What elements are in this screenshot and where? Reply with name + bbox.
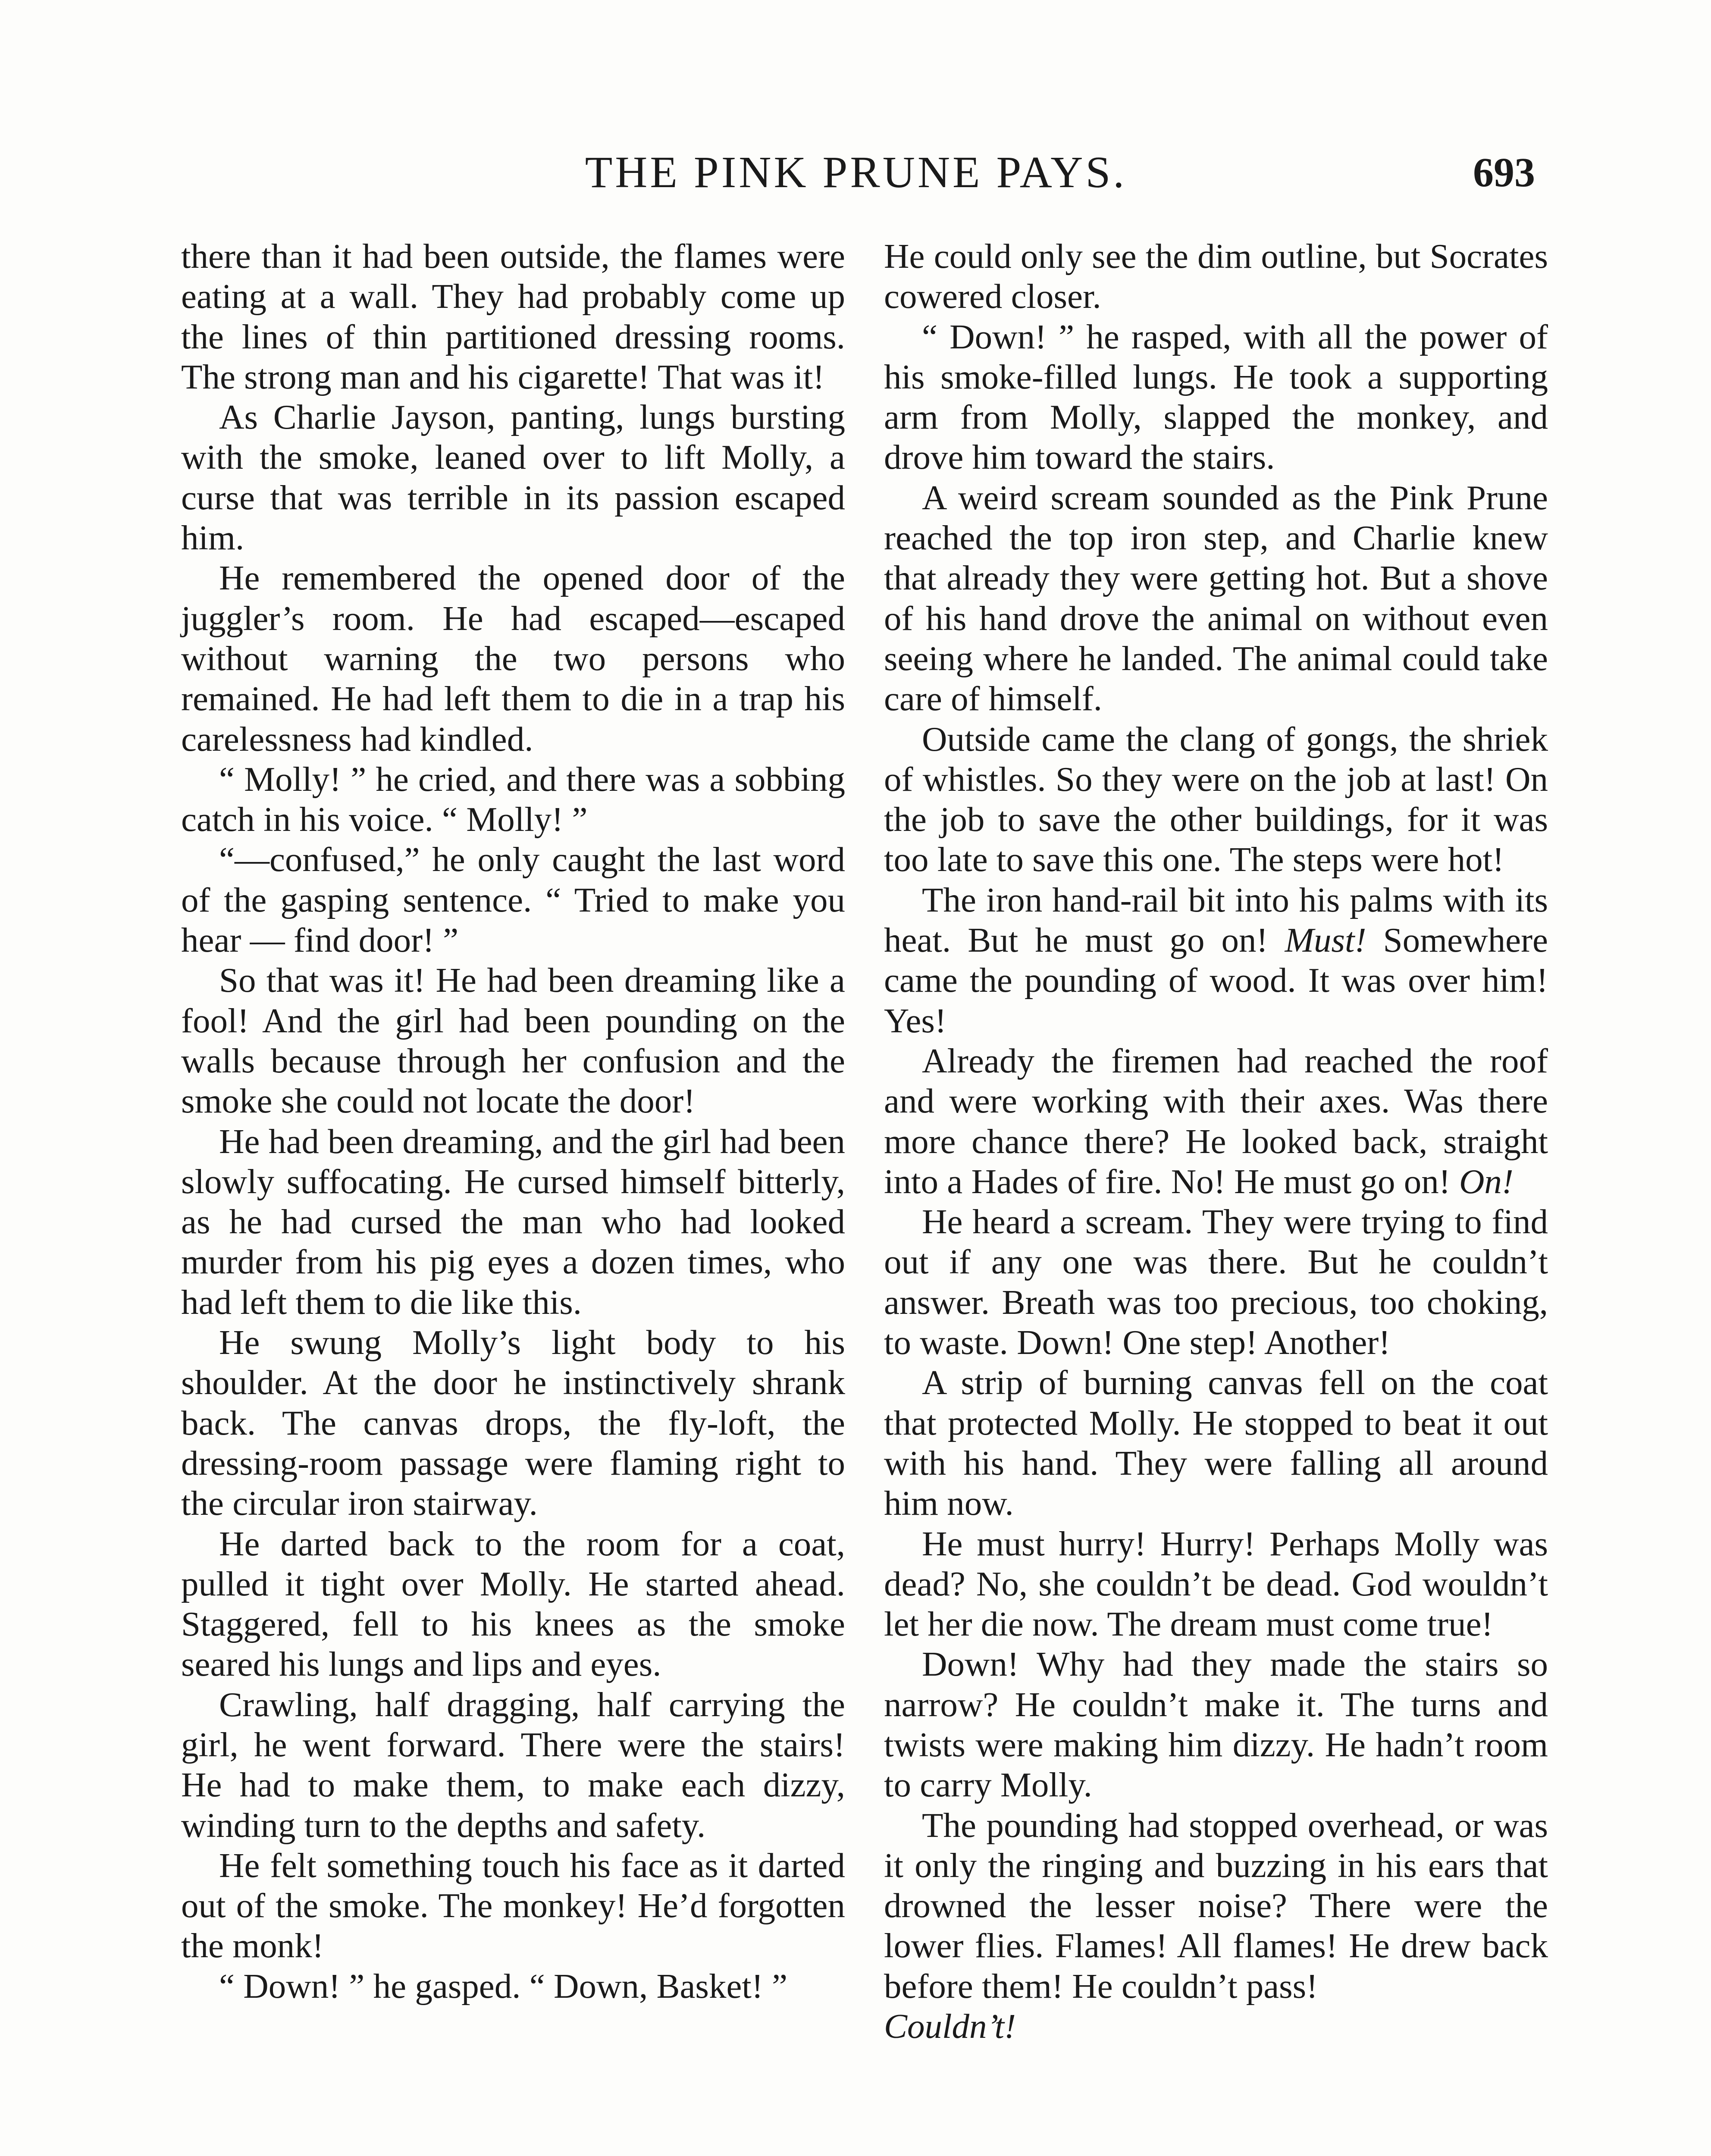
paragraph: A strip of burning canvas fell on the coat that protected Molly. He stopped to beat it out with his hand. They were falling all around him now. xyxy=(884,1363,1548,1523)
paragraph-text: Somewhere came the pounding of wood. It was over him! Yes! xyxy=(884,921,1548,1040)
italic-text: Must! xyxy=(1285,921,1366,960)
paragraph: “ Molly! ” he cried, and there was a sobbing catch in his voice. “ Molly! ” xyxy=(181,759,845,839)
paragraph: The pounding had stopped overhead, or was it only the ringing and buzzing in his ears that drowned the lesser noise? There were the lower flies. Flames! All flames! He drew back before them! He couldn’t pass! xyxy=(884,1805,1548,2006)
paragraph: He remembered the opened door of the juggler’s room. He had escaped—escaped without warning the two persons who remained. He had left them to die in a trap his carelessness had kindled. xyxy=(181,558,845,758)
paragraph: He darted back to the room for a coat, pulled it tight over Molly. He started ahead. Staggered, fell to his knees as the smoke seared his lungs and lips and eyes. xyxy=(181,1524,845,1684)
paragraph: So that was it! He had been dreaming like a fool! And the girl had been pounding on the walls because through her confusion and the smoke she could not locate the door! xyxy=(181,961,845,1121)
right-column xyxy=(884,236,1548,2046)
italic-text: On! xyxy=(1459,1162,1514,1201)
paragraph: A weird scream sounded as the Pink Prune reached the top iron step, and Charlie knew that already they were getting hot. But a shove of his hand drove the animal on without even seeing where he landed. The animal could take care of himself. xyxy=(884,478,1548,718)
italic-text: Couldn’t! xyxy=(884,2007,1016,2046)
paragraph: “—confused,” he only caught the last word of the gasping sentence. “ Tried to make you hear — find door! ” xyxy=(181,840,845,960)
paragraph-text: Already the firemen had reached the roof and were working with their axes. Was there more chance there? He looked back, straight into a Hades of fire. No! He must go on! xyxy=(884,1041,1548,1201)
paragraph: He swung Molly’s light body to his shoulder. At the door he instinctively shrank back. The canvas drops, the fly-loft, the dressing-room passage were flaming right to the circular iron stairway. xyxy=(181,1323,845,1523)
paragraph: As Charlie Jayson, panting, lungs bursting with the smoke, leaned over to lift Molly, a curse that was terrible in its passion escaped him. xyxy=(181,398,845,558)
paragraph: “ Down! ” he rasped, with all the power of his smoke-filled lungs. He took a supporting arm from Molly, slapped the monkey, and drove him toward the stairs. xyxy=(884,317,1548,477)
paragraph: He could only see the dim outline, but Socrates cowered closer. xyxy=(884,237,1548,316)
paragraph: “ Down! ” he gasped. “ Down, Basket! ” xyxy=(219,1966,788,2006)
paragraph xyxy=(884,1041,1548,1202)
paragraph-italic-ending xyxy=(884,2006,1548,2046)
page-number: 693 xyxy=(1473,149,1535,195)
paragraph: He heard a scream. They were trying to find out if any one was there. But he couldn’t answer. Breath was too precious, too choking, to waste. Down! One step! Another! xyxy=(884,1202,1548,1362)
paragraph: He must hurry! Hurry! Perhaps Molly was dead? No, she couldn’t be dead. God wouldn’t let her die now. The dream must come true! xyxy=(884,1524,1548,1644)
paragraph-text: The iron hand-rail bit into his palms with its heat. But he must go on! xyxy=(884,880,1548,960)
running-title: THE PINK PRUNE PAYS. xyxy=(585,147,1127,197)
paragraph: there than it had been outside, the flames were eating at a wall. They had probably come up the lines of thin partitioned dressing rooms. The strong man and his cigarette! That was it! xyxy=(181,237,845,396)
left-column xyxy=(181,236,845,2006)
page-header xyxy=(177,142,1535,203)
paragraph: He had been dreaming, and the girl had been slowly suffocating. He cursed himself bitterly, as he had cursed the man who had looked murder from his pig eyes a dozen times, who had left them to die like this. xyxy=(181,1122,845,1322)
paragraph: Down! Why had they made the stairs so narrow? He couldn’t make it. The turns and twists were making him dizzy. He hadn’t room to carry Molly. xyxy=(884,1645,1548,1805)
paragraph: Outside came the clang of gongs, the shriek of whistles. So they were on the job at last! On the job to save the other buildings, for it was too late to save this one. The steps were hot! xyxy=(884,719,1548,879)
paragraph: Crawling, half dragging, half carrying the girl, he went forward. There were the stairs! He had to make them, to make each dizzy, winding turn to the depths and safety. xyxy=(181,1685,845,1845)
paragraph xyxy=(884,880,1548,1041)
paragraph: He felt something touch his face as it darted out of the smoke. The monkey! He’d forgotten the monk! xyxy=(181,1846,845,1965)
